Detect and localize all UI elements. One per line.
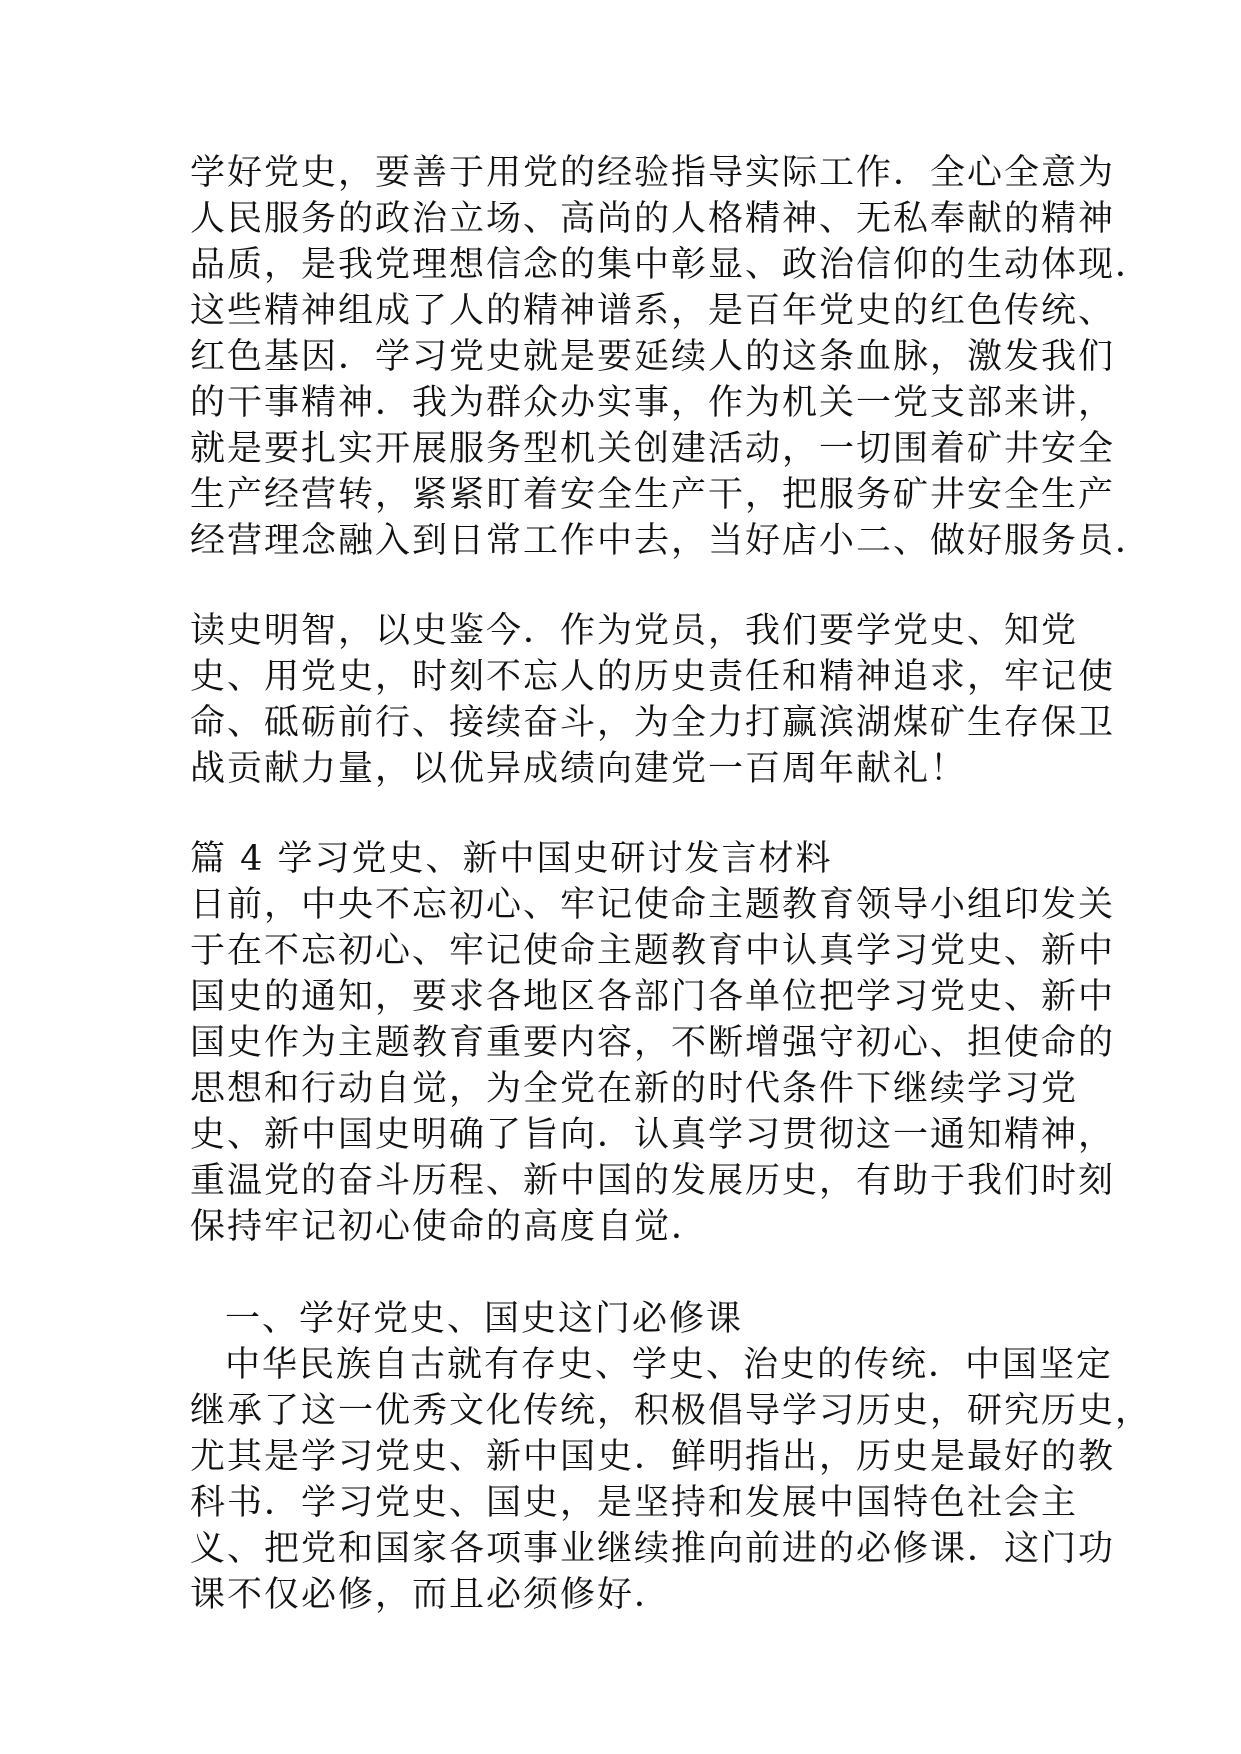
text-line: 读史明智，以史鉴今．作为党员，我们要学党史、知党: [190, 611, 1079, 651]
text-line: 经营理念融入到日常工作中去，当好店小二、做好服务员．: [190, 521, 1153, 561]
text-line: 国史作为主题教育重要内容，不断增强守初心、担使命的: [190, 1023, 1116, 1063]
text-line: 日前，中央不忘初心、牢记使命主题教育领导小组印发关: [190, 885, 1116, 925]
text-line: 人民服务的政治立场、高尚的人格精神、无私奉献的精神: [190, 199, 1116, 239]
paragraph-spacer: [190, 564, 1070, 608]
section-heading: 一、学好党史、国史这门必修课: [225, 1299, 744, 1339]
text-line: 国史的通知，要求各地区各部门各单位把学习党史、新中: [190, 977, 1116, 1017]
text-line: 生产经营转，紧紧盯着安全生产干，把服务矿井安全生产: [190, 475, 1116, 515]
text-line: 于在不忘初心、牢记使命主题教育中认真学习党史、新中: [190, 931, 1116, 971]
text-line: 史、新中国史明确了旨向．认真学习贯彻这一通知精神，: [190, 1115, 1116, 1155]
text-line: 继承了这一优秀文化传统，积极倡导学习历史，研究历史，: [190, 1391, 1153, 1431]
text-line: 的干事精神．我为群众办实事，作为机关一党支部来讲，: [190, 383, 1116, 423]
text-line: 就是要扎实开展服务型机关创建活动，一切围着矿井安全: [190, 429, 1116, 469]
text-line: 这些精神组成了人的精神谱系，是百年党史的红色传统、: [190, 291, 1116, 331]
text-line: 重温党的奋斗历程、新中国的发展历史，有助于我们时刻: [190, 1161, 1116, 1201]
text-line: 命、砥砺前行、接续奋斗，为全力打赢滨湖煤矿生存保卫: [190, 703, 1116, 743]
text-line: 课不仅必修，而且必须修好．: [190, 1575, 672, 1615]
paragraph-party-history-practice: [190, 150, 1153, 564]
text-line: 学好党史，要善于用党的经验指导实际工作．全心全意为: [190, 153, 1116, 193]
text-line: 义、把党和国家各项事业继续推向前进的必修课．这门功: [190, 1529, 1116, 1569]
text-line: 科书．学习党史、国史，是坚持和发展中国特色社会主: [190, 1483, 1079, 1523]
text-line: 史、用党史，时刻不忘人的历史责任和精神追求，牢记使: [190, 657, 1116, 697]
article-4: [190, 836, 1153, 1618]
text-line: 保持牢记初心使命的高度自觉．: [190, 1207, 709, 1247]
text-line: 品质，是我党理想信念的集中彰显、政治信仰的生动体现．: [190, 245, 1153, 285]
section-spacer: [190, 1250, 1070, 1296]
text-line: 思想和行动自觉，为全党在新的时代条件下继续学习党: [190, 1069, 1079, 1109]
article-title: 篇 4 学习党史、新中国史研讨发言材料: [190, 839, 833, 879]
paragraph-spacer: [190, 792, 1070, 836]
text-line: 红色基因．学习党史就是要延续人的这条血脉，激发我们: [190, 337, 1116, 377]
document-body: [190, 150, 1153, 1618]
text-line: 战贡献力量，以优异成绩向建党一百周年献礼！: [190, 749, 968, 789]
text-line: 尤其是学习党史、新中国史．鲜明指出，历史是最好的教: [190, 1437, 1116, 1477]
paragraph-history-wisdom: [190, 608, 1116, 792]
text-line: 中华民族自古就有存史、学史、治史的传统．中国坚定: [225, 1345, 1114, 1385]
